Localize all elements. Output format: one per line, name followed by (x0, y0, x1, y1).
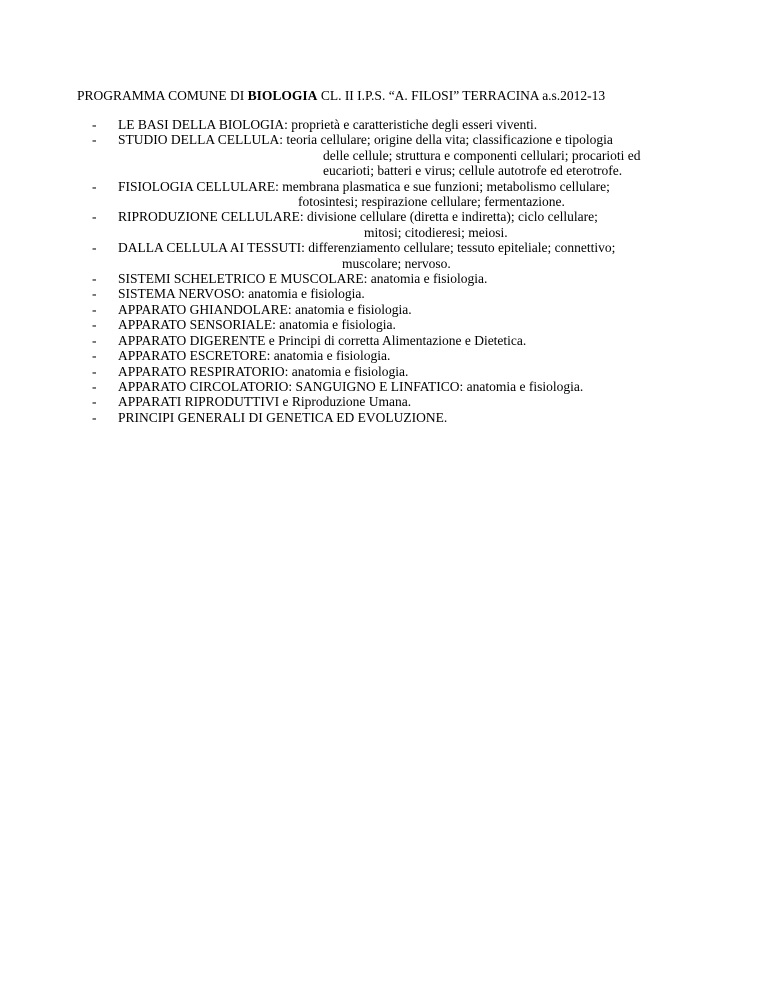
list-item (92, 394, 732, 409)
bullet-dash: - (92, 317, 97, 333)
list-item (92, 348, 732, 363)
list-item (92, 271, 732, 286)
item-text: APPARATO DIGERENTE e Principi di corretta Alimentazione e Dietetica. (118, 332, 527, 348)
bullet-dash: - (92, 332, 97, 348)
list-item (92, 117, 732, 132)
title-prefix: PROGRAMMA COMUNE DI (77, 88, 248, 103)
item-text-continuation: eucarioti; batteri e virus; cellule autotrofe ed eterotrofe. (323, 163, 623, 179)
item-text-continuation: delle cellule; struttura e componenti cellulari; procarioti ed (323, 147, 641, 163)
item-text: APPARATO SENSORIALE: anatomia e fisiologia. (118, 317, 396, 333)
list-item (92, 317, 732, 332)
bullet-dash: - (92, 301, 97, 317)
list-item (92, 240, 732, 271)
item-text-continuation: muscolare; nervoso. (342, 255, 451, 271)
bullet-dash: - (92, 378, 97, 394)
document-title (77, 88, 605, 103)
bullet-dash: - (92, 286, 97, 302)
bullet-dash: - (92, 117, 97, 132)
item-text: DALLA CELLULA AI TESSUTI: differenziamento cellulare; tessuto epiteliale; connettivo; (118, 240, 616, 256)
item-text: APPARATO ESCRETORE: anatomia e fisiologia. (118, 348, 391, 364)
item-text: RIPRODUZIONE CELLULARE: divisione cellulare (diretta e indiretta); ciclo cellulare; (118, 209, 598, 225)
item-text: SISTEMI SCHELETRICO E MUSCOLARE: anatomia e fisiologia. (118, 271, 488, 287)
item-text: APPARATO GHIANDOLARE: anatomia e fisiologia. (118, 301, 412, 317)
list-item (92, 410, 732, 425)
bullet-dash: - (92, 348, 97, 364)
title-subject: BIOLOGIA (247, 88, 318, 103)
bullet-dash: - (92, 409, 97, 425)
item-text: APPARATI RIPRODUTTIVI e Riproduzione Umana. (118, 394, 412, 410)
list-item (92, 132, 732, 178)
list-item (92, 209, 732, 240)
bullet-dash: - (92, 240, 97, 256)
item-text: SISTEMA NERVOSO: anatomia e fisiologia. (118, 286, 365, 302)
bullet-dash: - (92, 178, 97, 194)
list-item (92, 302, 732, 317)
item-text-continuation: fotosintesi; respirazione cellulare; fermentazione. (298, 194, 565, 210)
list-item (92, 364, 732, 379)
item-text: APPARATO CIRCOLATORIO: SANGUIGNO E LINFATICO: anatomia e fisiologia. (118, 378, 584, 394)
bullet-dash: - (92, 209, 97, 225)
item-text: PRINCIPI GENERALI DI GENETICA ED EVOLUZIONE. (118, 409, 448, 425)
list-item (92, 286, 732, 301)
list-item (92, 333, 732, 348)
item-text: APPARATO RESPIRATORIO: anatomia e fisiologia. (118, 363, 409, 379)
item-text: FISIOLOGIA CELLULARE: membrana plasmatica e sue funzioni; metabolismo cellulare; (118, 178, 610, 194)
bullet-dash: - (92, 132, 97, 148)
item-text: LE BASI DELLA BIOLOGIA: proprietà e caratteristiche degli esseri viventi. (118, 117, 538, 132)
item-text: STUDIO DELLA CELLULA: teoria cellulare; origine della vita; classificazione e tipologia (118, 132, 613, 148)
item-text-continuation: mitosi; citodieresi; meiosi. (364, 224, 508, 240)
bullet-dash: - (92, 271, 97, 287)
program-list (92, 117, 732, 425)
title-suffix: CL. II I.P.S. “A. FILOSI” TERRACINA a.s.2012-13 (317, 88, 606, 103)
list-item (92, 379, 732, 394)
list-item (92, 179, 732, 210)
bullet-dash: - (92, 394, 97, 410)
bullet-dash: - (92, 363, 97, 379)
